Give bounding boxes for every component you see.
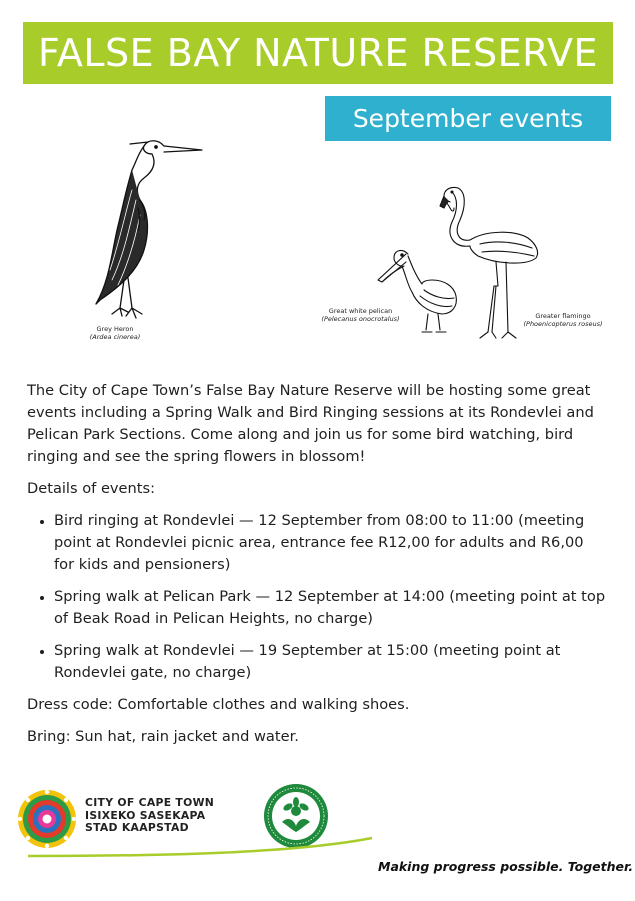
- pelican-caption: [318, 307, 403, 323]
- heron-caption: [80, 325, 150, 341]
- footer-divider-line: [0, 832, 380, 862]
- dress-code: Dress code: Comfortable clothes and walking shoes.: [27, 696, 410, 713]
- city-name-afrikaans: STAD KAAPSTAD: [85, 821, 189, 834]
- flamingo-caption: [513, 312, 613, 328]
- intro-paragraph: The City of Cape Town’s False Bay Nature Reserve will be hosting some great events including a Spring Walk and Bird Ringing sessions at its Rondevlei and Pelican Park Sections. Come along and join us for some bird watching, bird ringing and see the spring flowers in blossom!: [27, 382, 594, 465]
- event-item: • Spring walk at Rondevlei — 19 September at 15:00 (meeting point at Rondevlei gate, no charge): [54, 640, 607, 684]
- flamingo-name: Greater flamingo: [535, 312, 591, 320]
- flamingo-scientific: (Phoenicopterus roseus): [523, 320, 603, 328]
- city-name-english: CITY OF CAPE TOWN: [85, 796, 215, 809]
- heron-name: Grey Heron: [96, 325, 134, 333]
- page-title: FALSE BAY NATURE RESERVE: [37, 31, 598, 75]
- pelican-scientific: (Pelecanus onocrotalus): [321, 315, 400, 323]
- footer-tagline: Making progress possible. Together.: [378, 859, 634, 874]
- subtitle-banner: [325, 96, 611, 141]
- city-name-block: [85, 797, 214, 835]
- event-item: • Spring walk at Pelican Park — 12 September at 14:00 (meeting point at top of Beak Road in Pelican Heights, no charge): [54, 586, 607, 630]
- heron-scientific: (Ardea cinerea): [89, 333, 141, 341]
- pelican-name: Great white pelican: [328, 307, 393, 315]
- event-item: • Bird ringing at Rondevlei — 12 September from 08:00 to 11:00 (meeting point at Rondevlei picnic area, entrance fee R12,00 for adults and R6,00 for kids and pensioners): [54, 510, 607, 576]
- page-subtitle: September events: [352, 104, 584, 133]
- events-list: [27, 510, 607, 684]
- bring-list: Bring: Sun hat, rain jacket and water.: [27, 728, 299, 745]
- title-banner: [23, 22, 613, 84]
- city-name-xhosa: ISIXEKO SASEKAPA: [85, 808, 206, 822]
- grey-heron-illustration: [60, 130, 210, 325]
- details-heading: Details of events:: [27, 480, 156, 497]
- event-details: [27, 380, 607, 758]
